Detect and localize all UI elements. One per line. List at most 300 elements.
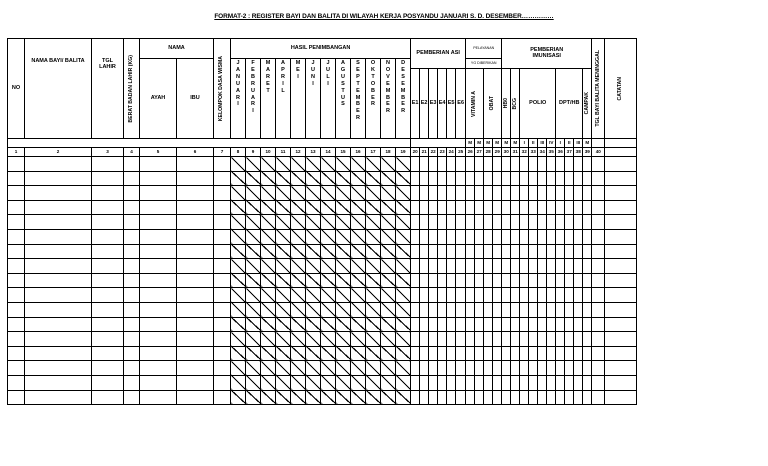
table-cell[interactable] [177, 273, 214, 288]
weight-cell[interactable] [306, 273, 321, 288]
table-cell[interactable] [502, 361, 511, 376]
table-cell[interactable] [484, 259, 493, 274]
table-cell[interactable] [429, 273, 438, 288]
table-cell[interactable] [484, 302, 493, 317]
table-cell[interactable] [556, 229, 565, 244]
table-cell[interactable] [511, 215, 520, 230]
table-cell[interactable] [25, 317, 92, 332]
table-cell[interactable] [475, 317, 484, 332]
table-cell[interactable] [565, 346, 574, 361]
table-cell[interactable] [605, 259, 637, 274]
table-cell[interactable] [466, 375, 475, 390]
table-cell[interactable] [484, 346, 493, 361]
weight-cell[interactable] [381, 332, 396, 347]
table-cell[interactable] [456, 259, 466, 274]
weight-cell[interactable] [366, 390, 381, 405]
weight-cell[interactable] [321, 171, 336, 186]
table-cell[interactable] [511, 273, 520, 288]
table-cell[interactable] [565, 332, 574, 347]
table-cell[interactable] [502, 332, 511, 347]
weight-cell[interactable] [351, 332, 366, 347]
table-cell[interactable] [520, 346, 529, 361]
weight-cell[interactable] [381, 186, 396, 201]
table-cell[interactable] [520, 259, 529, 274]
table-cell[interactable] [411, 273, 420, 288]
table-cell[interactable] [605, 273, 637, 288]
table-cell[interactable] [520, 332, 529, 347]
table-cell[interactable] [124, 288, 140, 303]
table-cell[interactable] [475, 332, 484, 347]
table-cell[interactable] [484, 186, 493, 201]
table-cell[interactable] [493, 186, 502, 201]
table-cell[interactable] [592, 346, 605, 361]
weight-cell[interactable] [336, 259, 351, 274]
table-cell[interactable] [583, 259, 592, 274]
table-cell[interactable] [140, 302, 177, 317]
table-cell[interactable] [177, 171, 214, 186]
weight-cell[interactable] [396, 200, 411, 215]
table-cell[interactable] [529, 259, 538, 274]
table-cell[interactable] [574, 215, 583, 230]
table-cell[interactable] [438, 375, 447, 390]
weight-cell[interactable] [261, 229, 276, 244]
table-cell[interactable] [605, 390, 637, 405]
table-cell[interactable] [92, 229, 124, 244]
table-cell[interactable] [529, 302, 538, 317]
table-cell[interactable] [484, 273, 493, 288]
weight-cell[interactable] [276, 375, 291, 390]
table-cell[interactable] [511, 171, 520, 186]
weight-cell[interactable] [396, 259, 411, 274]
table-cell[interactable] [529, 346, 538, 361]
table-cell[interactable] [411, 229, 420, 244]
weight-cell[interactable] [276, 229, 291, 244]
weight-cell[interactable] [366, 332, 381, 347]
table-cell[interactable] [124, 229, 140, 244]
weight-cell[interactable] [381, 317, 396, 332]
table-cell[interactable] [124, 390, 140, 405]
table-cell[interactable] [574, 200, 583, 215]
weight-cell[interactable] [276, 390, 291, 405]
table-cell[interactable] [547, 186, 556, 201]
weight-cell[interactable] [381, 215, 396, 230]
table-cell[interactable] [92, 288, 124, 303]
table-cell[interactable] [484, 157, 493, 172]
table-cell[interactable] [556, 186, 565, 201]
table-cell[interactable] [583, 317, 592, 332]
table-cell[interactable] [574, 157, 583, 172]
table-cell[interactable] [8, 157, 25, 172]
table-cell[interactable] [466, 302, 475, 317]
table-cell[interactable] [565, 186, 574, 201]
table-cell[interactable] [92, 317, 124, 332]
table-cell[interactable] [420, 317, 429, 332]
table-cell[interactable] [520, 375, 529, 390]
table-cell[interactable] [556, 375, 565, 390]
weight-cell[interactable] [246, 244, 261, 259]
weight-cell[interactable] [306, 288, 321, 303]
weight-cell[interactable] [276, 317, 291, 332]
weight-cell[interactable] [381, 346, 396, 361]
table-cell[interactable] [592, 288, 605, 303]
table-cell[interactable] [592, 273, 605, 288]
table-cell[interactable] [547, 200, 556, 215]
table-cell[interactable] [124, 273, 140, 288]
table-cell[interactable] [447, 375, 456, 390]
table-cell[interactable] [592, 259, 605, 274]
table-cell[interactable] [177, 302, 214, 317]
weight-cell[interactable] [336, 375, 351, 390]
weight-cell[interactable] [306, 375, 321, 390]
weight-cell[interactable] [276, 186, 291, 201]
table-cell[interactable] [529, 332, 538, 347]
table-cell[interactable] [140, 332, 177, 347]
table-cell[interactable] [25, 229, 92, 244]
weight-cell[interactable] [351, 390, 366, 405]
table-cell[interactable] [438, 200, 447, 215]
weight-cell[interactable] [351, 361, 366, 376]
weight-cell[interactable] [246, 390, 261, 405]
table-cell[interactable] [140, 171, 177, 186]
weight-cell[interactable] [366, 361, 381, 376]
table-cell[interactable] [456, 229, 466, 244]
table-cell[interactable] [493, 375, 502, 390]
table-cell[interactable] [547, 375, 556, 390]
table-cell[interactable] [605, 288, 637, 303]
table-cell[interactable] [466, 317, 475, 332]
table-cell[interactable] [484, 288, 493, 303]
table-cell[interactable] [565, 200, 574, 215]
table-cell[interactable] [547, 317, 556, 332]
table-cell[interactable] [438, 332, 447, 347]
weight-cell[interactable] [336, 346, 351, 361]
weight-cell[interactable] [366, 259, 381, 274]
weight-cell[interactable] [231, 346, 246, 361]
table-cell[interactable] [140, 229, 177, 244]
weight-cell[interactable] [336, 200, 351, 215]
table-cell[interactable] [411, 244, 420, 259]
table-cell[interactable] [592, 186, 605, 201]
table-cell[interactable] [411, 332, 420, 347]
table-cell[interactable] [511, 302, 520, 317]
table-cell[interactable] [475, 229, 484, 244]
table-cell[interactable] [456, 157, 466, 172]
weight-cell[interactable] [396, 288, 411, 303]
table-cell[interactable] [565, 244, 574, 259]
table-cell[interactable] [124, 302, 140, 317]
table-cell[interactable] [538, 288, 547, 303]
table-cell[interactable] [456, 171, 466, 186]
table-cell[interactable] [547, 361, 556, 376]
table-cell[interactable] [8, 375, 25, 390]
weight-cell[interactable] [321, 332, 336, 347]
table-cell[interactable] [520, 302, 529, 317]
table-cell[interactable] [420, 390, 429, 405]
table-cell[interactable] [574, 317, 583, 332]
table-cell[interactable] [520, 157, 529, 172]
table-cell[interactable] [420, 171, 429, 186]
table-cell[interactable] [538, 244, 547, 259]
weight-cell[interactable] [246, 288, 261, 303]
weight-cell[interactable] [381, 390, 396, 405]
weight-cell[interactable] [231, 157, 246, 172]
weight-cell[interactable] [366, 244, 381, 259]
table-cell[interactable] [214, 244, 231, 259]
table-cell[interactable] [447, 332, 456, 347]
table-cell[interactable] [556, 215, 565, 230]
weight-cell[interactable] [261, 346, 276, 361]
weight-cell[interactable] [396, 302, 411, 317]
table-cell[interactable] [583, 361, 592, 376]
weight-cell[interactable] [336, 244, 351, 259]
table-cell[interactable] [502, 317, 511, 332]
weight-cell[interactable] [246, 361, 261, 376]
table-cell[interactable] [456, 390, 466, 405]
weight-cell[interactable] [321, 157, 336, 172]
weight-cell[interactable] [366, 317, 381, 332]
table-cell[interactable] [565, 259, 574, 274]
table-cell[interactable] [538, 302, 547, 317]
table-cell[interactable] [583, 390, 592, 405]
weight-cell[interactable] [291, 375, 306, 390]
table-cell[interactable] [214, 346, 231, 361]
table-cell[interactable] [420, 332, 429, 347]
table-cell[interactable] [605, 171, 637, 186]
weight-cell[interactable] [276, 273, 291, 288]
weight-cell[interactable] [366, 229, 381, 244]
table-cell[interactable] [411, 346, 420, 361]
table-cell[interactable] [511, 317, 520, 332]
weight-cell[interactable] [231, 375, 246, 390]
weight-cell[interactable] [321, 259, 336, 274]
table-cell[interactable] [177, 215, 214, 230]
table-cell[interactable] [484, 317, 493, 332]
weight-cell[interactable] [306, 390, 321, 405]
table-cell[interactable] [140, 361, 177, 376]
table-cell[interactable] [556, 302, 565, 317]
table-cell[interactable] [420, 186, 429, 201]
table-cell[interactable] [420, 302, 429, 317]
weight-cell[interactable] [261, 200, 276, 215]
table-cell[interactable] [574, 361, 583, 376]
table-cell[interactable] [556, 288, 565, 303]
table-cell[interactable] [447, 244, 456, 259]
table-cell[interactable] [475, 171, 484, 186]
table-cell[interactable] [547, 302, 556, 317]
table-cell[interactable] [574, 302, 583, 317]
table-cell[interactable] [177, 390, 214, 405]
weight-cell[interactable] [336, 215, 351, 230]
table-cell[interactable] [556, 346, 565, 361]
table-cell[interactable] [565, 157, 574, 172]
table-cell[interactable] [8, 259, 25, 274]
weight-cell[interactable] [396, 273, 411, 288]
weight-cell[interactable] [246, 157, 261, 172]
weight-cell[interactable] [231, 288, 246, 303]
table-cell[interactable] [456, 346, 466, 361]
weight-cell[interactable] [291, 186, 306, 201]
table-cell[interactable] [177, 288, 214, 303]
table-cell[interactable] [605, 375, 637, 390]
weight-cell[interactable] [351, 200, 366, 215]
weight-cell[interactable] [231, 361, 246, 376]
table-cell[interactable] [92, 186, 124, 201]
table-cell[interactable] [447, 171, 456, 186]
weight-cell[interactable] [291, 244, 306, 259]
weight-cell[interactable] [336, 390, 351, 405]
table-cell[interactable] [511, 332, 520, 347]
weight-cell[interactable] [336, 273, 351, 288]
table-cell[interactable] [475, 302, 484, 317]
table-cell[interactable] [520, 229, 529, 244]
table-cell[interactable] [456, 302, 466, 317]
table-cell[interactable] [420, 288, 429, 303]
weight-cell[interactable] [231, 332, 246, 347]
weight-cell[interactable] [336, 361, 351, 376]
table-cell[interactable] [214, 302, 231, 317]
weight-cell[interactable] [246, 273, 261, 288]
table-cell[interactable] [140, 375, 177, 390]
table-cell[interactable] [438, 390, 447, 405]
table-cell[interactable] [420, 375, 429, 390]
table-cell[interactable] [140, 259, 177, 274]
table-cell[interactable] [438, 171, 447, 186]
table-cell[interactable] [429, 157, 438, 172]
table-cell[interactable] [511, 200, 520, 215]
table-cell[interactable] [25, 200, 92, 215]
table-cell[interactable] [8, 273, 25, 288]
weight-cell[interactable] [351, 302, 366, 317]
table-cell[interactable] [466, 200, 475, 215]
weight-cell[interactable] [381, 273, 396, 288]
table-cell[interactable] [547, 288, 556, 303]
weight-cell[interactable] [381, 229, 396, 244]
table-cell[interactable] [456, 200, 466, 215]
table-cell[interactable] [583, 186, 592, 201]
table-cell[interactable] [574, 229, 583, 244]
weight-cell[interactable] [276, 171, 291, 186]
weight-cell[interactable] [276, 361, 291, 376]
table-cell[interactable] [92, 200, 124, 215]
weight-cell[interactable] [276, 288, 291, 303]
table-cell[interactable] [538, 317, 547, 332]
table-cell[interactable] [429, 186, 438, 201]
table-cell[interactable] [502, 390, 511, 405]
table-cell[interactable] [177, 229, 214, 244]
weight-cell[interactable] [246, 302, 261, 317]
table-cell[interactable] [592, 390, 605, 405]
table-cell[interactable] [520, 215, 529, 230]
table-cell[interactable] [547, 273, 556, 288]
table-cell[interactable] [214, 273, 231, 288]
weight-cell[interactable] [231, 200, 246, 215]
weight-cell[interactable] [276, 346, 291, 361]
table-cell[interactable] [25, 171, 92, 186]
table-cell[interactable] [438, 259, 447, 274]
table-cell[interactable] [511, 229, 520, 244]
table-cell[interactable] [140, 390, 177, 405]
weight-cell[interactable] [246, 229, 261, 244]
table-cell[interactable] [92, 215, 124, 230]
table-cell[interactable] [538, 361, 547, 376]
weight-cell[interactable] [306, 244, 321, 259]
weight-cell[interactable] [396, 229, 411, 244]
table-cell[interactable] [592, 171, 605, 186]
table-cell[interactable] [420, 361, 429, 376]
table-cell[interactable] [429, 200, 438, 215]
table-cell[interactable] [484, 361, 493, 376]
weight-cell[interactable] [336, 317, 351, 332]
table-cell[interactable] [547, 259, 556, 274]
weight-cell[interactable] [306, 157, 321, 172]
table-cell[interactable] [411, 288, 420, 303]
table-cell[interactable] [140, 317, 177, 332]
table-cell[interactable] [592, 302, 605, 317]
table-cell[interactable] [520, 171, 529, 186]
weight-cell[interactable] [366, 375, 381, 390]
table-cell[interactable] [583, 244, 592, 259]
table-cell[interactable] [538, 215, 547, 230]
weight-cell[interactable] [306, 317, 321, 332]
table-cell[interactable] [25, 332, 92, 347]
table-cell[interactable] [140, 157, 177, 172]
weight-cell[interactable] [246, 200, 261, 215]
table-cell[interactable] [511, 346, 520, 361]
table-cell[interactable] [574, 288, 583, 303]
table-cell[interactable] [493, 215, 502, 230]
table-cell[interactable] [8, 361, 25, 376]
table-cell[interactable] [565, 361, 574, 376]
weight-cell[interactable] [246, 186, 261, 201]
weight-cell[interactable] [321, 215, 336, 230]
table-cell[interactable] [420, 346, 429, 361]
table-cell[interactable] [124, 317, 140, 332]
weight-cell[interactable] [351, 186, 366, 201]
weight-cell[interactable] [246, 215, 261, 230]
table-cell[interactable] [592, 244, 605, 259]
weight-cell[interactable] [306, 171, 321, 186]
table-cell[interactable] [456, 244, 466, 259]
table-cell[interactable] [456, 215, 466, 230]
weight-cell[interactable] [321, 186, 336, 201]
table-cell[interactable] [475, 346, 484, 361]
table-cell[interactable] [574, 244, 583, 259]
weight-cell[interactable] [381, 288, 396, 303]
table-cell[interactable] [493, 171, 502, 186]
table-cell[interactable] [583, 273, 592, 288]
table-cell[interactable] [8, 332, 25, 347]
weight-cell[interactable] [246, 171, 261, 186]
weight-cell[interactable] [321, 390, 336, 405]
table-cell[interactable] [8, 229, 25, 244]
weight-cell[interactable] [351, 157, 366, 172]
table-cell[interactable] [177, 317, 214, 332]
table-cell[interactable] [429, 390, 438, 405]
weight-cell[interactable] [396, 346, 411, 361]
table-cell[interactable] [475, 390, 484, 405]
weight-cell[interactable] [291, 361, 306, 376]
weight-cell[interactable] [246, 259, 261, 274]
table-cell[interactable] [529, 215, 538, 230]
table-cell[interactable] [447, 302, 456, 317]
table-cell[interactable] [502, 157, 511, 172]
weight-cell[interactable] [291, 390, 306, 405]
weight-cell[interactable] [261, 302, 276, 317]
table-cell[interactable] [214, 317, 231, 332]
table-cell[interactable] [520, 361, 529, 376]
weight-cell[interactable] [351, 375, 366, 390]
table-cell[interactable] [420, 259, 429, 274]
